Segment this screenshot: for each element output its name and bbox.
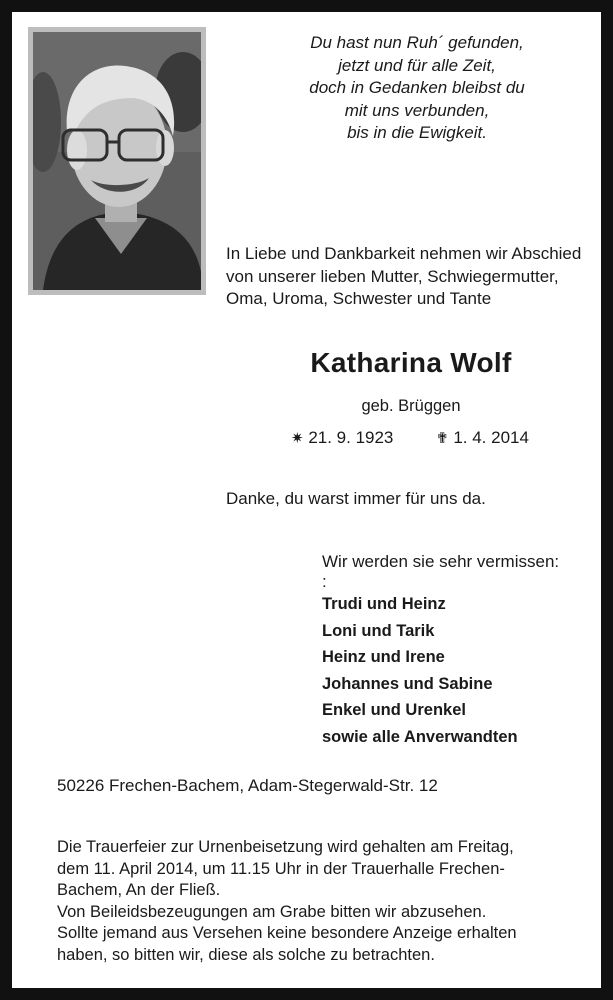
mourner-name: Trudi und Heinz bbox=[322, 595, 446, 613]
mourners-heading: Wir werden sie sehr vermissen: bbox=[322, 552, 560, 571]
mourners-colon: : bbox=[322, 572, 327, 591]
poem-line: bis in die Ewigkeit. bbox=[347, 123, 487, 142]
mourners-list bbox=[322, 551, 559, 750]
intro-line: In Liebe und Dankbarkeit nehmen wir Abschied bbox=[226, 244, 582, 263]
mourner-name: sowie alle Anverwandten bbox=[322, 727, 518, 746]
mourner-name: Enkel und Urenkel bbox=[322, 701, 466, 719]
birth-date: 21. 9. 1923 bbox=[308, 428, 394, 447]
birth-star-icon: ✷ bbox=[291, 430, 304, 447]
notice-line: haben, so bitten wir, diese als solche zu betrachten. bbox=[57, 945, 435, 964]
death-date: 1. 4. 2014 bbox=[453, 428, 529, 447]
poem-line: Du hast nun Ruh´ gefunden, bbox=[310, 33, 524, 52]
birth-date-group bbox=[291, 428, 393, 448]
intro-line: Oma, Uroma, Schwester und Tante bbox=[226, 289, 492, 308]
thanks-line: Danke, du warst immer für uns da. bbox=[226, 489, 486, 508]
poem bbox=[222, 32, 612, 145]
mourner-name: Heinz und Irene bbox=[322, 648, 445, 666]
farewell-intro bbox=[226, 243, 606, 311]
family-address: 50226 Frechen-Bachem, Adam-Stegerwald-Str. 12 bbox=[57, 776, 438, 795]
funeral-notice bbox=[57, 837, 547, 966]
portrait-photo bbox=[28, 27, 206, 295]
notice-line: dem 11. April 2014, um 11.15 Uhr in der Trauerhalle Frechen- bbox=[57, 859, 505, 878]
mourner-name: Johannes und Sabine bbox=[322, 674, 493, 693]
notice-line: Sollte jemand aus Versehen keine besondere Anzeige erhalten bbox=[57, 924, 517, 942]
mourner-name: Loni und Tarik bbox=[322, 621, 435, 640]
notice-line: Bachem, An der Fließ. bbox=[57, 881, 221, 899]
maiden-name: geb. Brüggen bbox=[361, 397, 461, 415]
death-date-group bbox=[436, 428, 529, 448]
poem-line: doch in Gedanken bleibst du bbox=[309, 78, 525, 97]
poem-line: mit uns verbunden, bbox=[344, 100, 490, 120]
notice-line: Von Beileidsbezeugungen am Grabe bitten wir abzusehen. bbox=[57, 902, 487, 921]
notice-line: Die Trauerfeier zur Urnenbeisetzung wird gehalten am Freitag, bbox=[57, 838, 514, 856]
deceased-name: Katharina Wolf bbox=[310, 347, 512, 378]
poem-line: jetzt und für alle Zeit, bbox=[338, 55, 496, 75]
death-cross-icon: ✟ bbox=[436, 430, 449, 447]
intro-line: von unserer lieben Mutter, Schwiegermutter, bbox=[226, 266, 559, 286]
